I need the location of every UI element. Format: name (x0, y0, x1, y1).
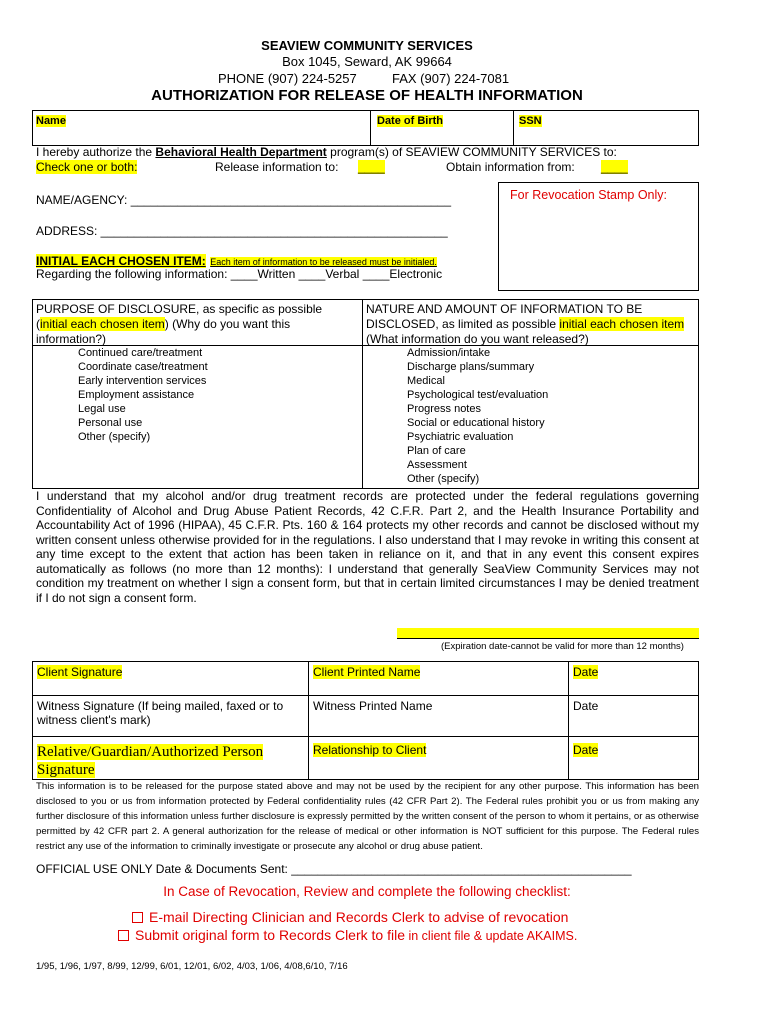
initial-note: Each item of information to be released must be initialed. (210, 257, 437, 267)
dob-label: Date of Birth (377, 115, 443, 127)
revocation-item-email[interactable]: E-mail Directing Clinician and Records Clerk to advise of revocation (132, 909, 568, 925)
nature-item[interactable]: Discharge plans/summary (407, 361, 535, 373)
org-address: Box 1045, Seward, AK 99664 (282, 54, 452, 69)
nature-item[interactable]: Plan of care (407, 445, 466, 457)
date-cell-3[interactable] (568, 736, 699, 780)
relative-signature-label: Relative/Guardian/Authorized Person Signature (37, 744, 264, 778)
department-name: Behavioral Health Department (155, 145, 327, 159)
purpose-heading: PURPOSE OF DISCLOSURE, as specific as possible (initial each chosen item) (Why do you want this information?) (36, 302, 323, 346)
obtain-from-blank[interactable]: ____ (601, 160, 628, 174)
witness-signature-cell[interactable] (32, 695, 309, 737)
authorize-statement: I hereby authorize the Behavioral Health Department program(s) of SEAVIEW COMMUNITY SERVICES to: (36, 145, 617, 159)
revocation-item-submit[interactable]: Submit original form to Records Clerk to file in client file & update AKAIMS. (118, 927, 577, 943)
ssn-field[interactable] (514, 128, 698, 144)
date-label-1: Date (573, 665, 599, 679)
org-name: SEAVIEW COMMUNITY SERVICES (261, 38, 473, 53)
checkbox-icon[interactable] (118, 930, 129, 941)
client-printed-name-label: Client Printed Name (313, 665, 421, 679)
relationship-label: Relationship to Client (313, 743, 427, 757)
initial-heading: INITIAL EACH CHOSEN ITEM: (36, 254, 206, 268)
purpose-item[interactable]: Legal use (78, 403, 126, 415)
relationship-cell[interactable] (308, 736, 569, 780)
org-phone: PHONE (907) 224-5257 (218, 71, 357, 86)
check-instruction: Check one or both: (36, 160, 138, 174)
dob-field[interactable] (371, 128, 512, 144)
expiration-date-field[interactable] (397, 628, 699, 639)
verbal-option[interactable]: ____Verbal (298, 267, 360, 281)
written-option[interactable]: ____Written (230, 267, 296, 281)
date-cell-1[interactable] (568, 661, 699, 696)
nature-item[interactable]: Social or educational history (407, 417, 545, 429)
regarding-line: Regarding the following information: ____Written ____Verbal ____Electronic (36, 267, 443, 281)
electronic-option[interactable]: ____Electronic (362, 267, 443, 281)
expiration-note: (Expiration date-cannot be valid for more than 12 months) (441, 641, 684, 652)
revision-dates: 1/95, 1/96, 1/97, 8/99, 12/99, 6/01, 12/01, 6/02, 4/03, 1/06, 4/08,6/10, 7/16 (36, 961, 348, 972)
release-to-blank[interactable]: ____ (358, 160, 385, 174)
purpose-item[interactable]: Continued care/treatment (78, 347, 203, 359)
date-label-2: Date (573, 699, 599, 713)
witness-printed-name-cell[interactable] (308, 695, 569, 737)
date-label-3: Date (573, 743, 599, 757)
date-cell-2[interactable] (568, 695, 699, 737)
client-printed-name-cell[interactable] (308, 661, 569, 696)
name-field[interactable] (33, 128, 369, 144)
purpose-item[interactable]: Other (specify) (78, 431, 151, 443)
release-to-label: Release information to: (215, 160, 339, 174)
client-signature-label: Client Signature (37, 665, 123, 679)
obtain-from-label: Obtain information from: (446, 160, 575, 174)
address-field[interactable]: ADDRESS: ____________________________________________________ (36, 224, 448, 238)
purpose-item[interactable]: Employment assistance (78, 389, 195, 401)
nature-item[interactable]: Other (specify) (407, 473, 480, 485)
client-signature-cell[interactable] (32, 661, 309, 696)
form-title: AUTHORIZATION FOR RELEASE OF HEALTH INFORMATION (151, 87, 583, 104)
nature-item[interactable]: Medical (407, 375, 445, 387)
purpose-list (78, 346, 208, 444)
official-use-line[interactable]: OFFICIAL USE ONLY Date & Documents Sent: ___________________________________________________ (36, 862, 632, 876)
relative-signature-cell[interactable] (32, 736, 309, 780)
checkbox-icon[interactable] (132, 912, 143, 923)
witness-printed-name-label: Witness Printed Name (313, 699, 433, 713)
nature-item[interactable]: Psychiatric evaluation (407, 431, 514, 443)
consent-statement: I understand that my alcohol and/or drug treatment records are protected under the federal regulations governing Confidentiality of Alcohol and Drug Abuse Patient Records, 42 C.F.R. Part 2, and the Health Insurance Portability and Accountability Act of 1996 (HIPAA), 45 C.F.R. Pts. 160 & 164 protects my other records and cannot be disclosed without my written consent unless otherwise provided for in the regulations. I also understand that I may revoke in writing this consent at any time except to the extent that action has been taken in reliance on it, and that in any event this consent expires automatically as follows (no more than 12 months): I understand that generally SeaView Community Services may not condition my treatment on whether I sign a consent form, but that in certain limited circumstances I may be denied treatment if I do not sign a consent form. (36, 489, 699, 605)
purpose-item[interactable]: Personal use (78, 417, 143, 429)
witness-signature-label: Witness Signature (If being mailed, faxed or to witness client's mark) (37, 699, 284, 727)
name-label: Name (36, 115, 66, 127)
revocation-stamp-label: For Revocation Stamp Only: (510, 188, 668, 202)
nature-item[interactable]: Assessment (407, 459, 467, 471)
nature-item[interactable]: Admission/intake (407, 347, 491, 359)
nature-item[interactable]: Progress notes (407, 403, 481, 415)
org-fax: FAX (907) 224-7081 (392, 71, 510, 86)
nature-item[interactable]: Psychological test/evaluation (407, 389, 549, 401)
revocation-heading: In Case of Revocation, Review and complete the following checklist: (163, 884, 571, 899)
ssn-label: SSN (519, 115, 542, 127)
federal-notice: This information is to be released for the purpose stated above and may not be used by the recipient for any other purpose. This information has been disclosed to you or us from information protected by Federal confidentiality rules (42 CFR Part 2). The Federal rules prohibit you or us from making any further disclosure of this information unless further disclosure is expressly permitted by the written consent of the person to whom it pertains, or as otherwise permitted by 42 CFR part 2. A general authorization for the release of medical or other information is NOT sufficient for this purpose. The Federal rules restrict any use of the information to criminally investigate or prosecute any alcohol or drug abuse patient. (36, 781, 699, 852)
nature-list (407, 346, 548, 486)
name-agency-field[interactable]: NAME/AGENCY: ________________________________________________ (36, 193, 452, 207)
purpose-item[interactable]: Early intervention services (78, 375, 207, 387)
purpose-item[interactable]: Coordinate case/treatment (78, 361, 208, 373)
nature-heading: NATURE AND AMOUNT OF INFORMATION TO BE DISCLOSED, as limited as possible initial each chosen item (What information do you want released?) (366, 302, 685, 346)
